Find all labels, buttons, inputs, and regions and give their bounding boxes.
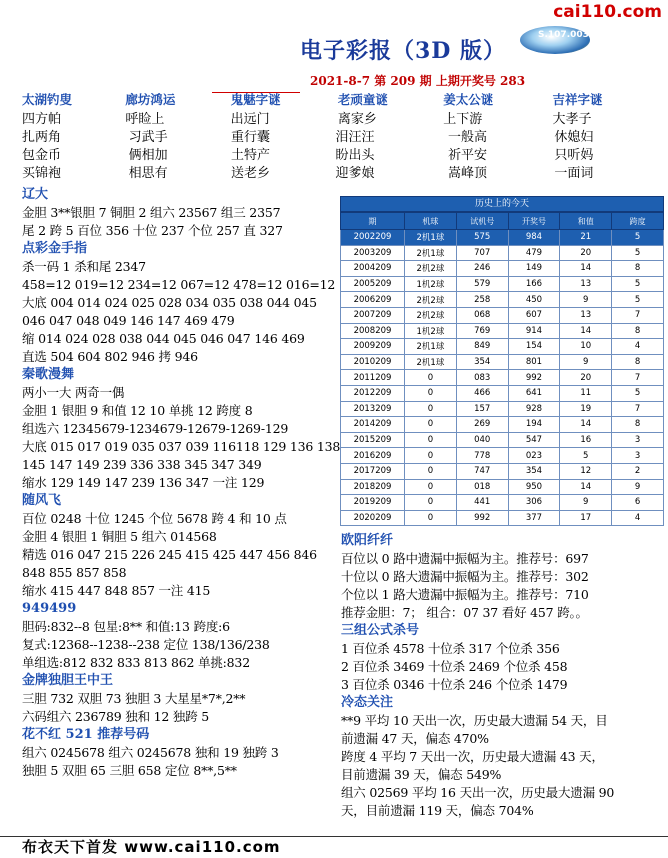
section-line: 046 047 048 049 146 147 469 479 [22, 313, 235, 328]
table-cell: 246 [456, 261, 508, 277]
table-cell: 2016209 [341, 448, 405, 464]
table-cell: 166 [508, 276, 560, 292]
section-line: 组六 02569 平均 16 天出一次，历史最大遗漏 90 [341, 785, 615, 800]
right-column [341, 532, 663, 820]
table-cell: 14 [560, 479, 612, 495]
riddle-cell: 上下游 [443, 112, 483, 127]
riddle-row [22, 162, 622, 180]
section-line: 145 147 149 239 336 338 345 347 349 [22, 457, 262, 472]
riddle-cell: 祈平安 [447, 148, 487, 163]
section-line: 六码组六 236789 独和 12 独跨 5 [22, 709, 210, 724]
ball-label: S.107.003 [538, 30, 589, 40]
riddle-cell: 扎两角 [22, 130, 62, 145]
table-cell: 9 [560, 292, 612, 308]
table-cell: 641 [508, 385, 560, 401]
table-cell: 607 [508, 307, 560, 323]
table-cell: 4 [612, 339, 664, 355]
table-cell: 0 [405, 417, 457, 433]
table-cell: 0 [405, 370, 457, 386]
table-cell: 2006209 [341, 292, 405, 308]
riddle-row [22, 144, 622, 162]
table-cell: 8 [612, 323, 664, 339]
table-cell: 7 [612, 370, 664, 386]
table-cell: 441 [456, 495, 508, 511]
table-cell: 5 [612, 385, 664, 401]
table-cell: 7 [612, 307, 664, 323]
table-cell: 2009209 [341, 339, 405, 355]
table-cell: 2007209 [341, 307, 405, 323]
table-cell: 3 [612, 448, 664, 464]
left-column [22, 186, 340, 780]
table-cell: 450 [508, 292, 560, 308]
section-line: 组选六 12345679-1234679-12679-1269-129 [22, 421, 289, 436]
section-line: 尾 2 跨 5 百位 356 十位 237 个位 257 直 327 [22, 223, 283, 238]
section-line: 缩水 129 149 147 239 136 347 一注 129 [22, 475, 265, 490]
section-line: 两小一大 两奇一偶 [22, 385, 125, 400]
table-cell: 801 [508, 354, 560, 370]
table-cell: 0 [405, 495, 457, 511]
table-row [341, 432, 664, 448]
section-line: 金胆 1 银胆 9 和值 12 10 单挑 12 跨度 8 [22, 403, 253, 418]
table-cell: 5 [612, 230, 664, 246]
column-header: 机球 [405, 213, 457, 230]
table-cell: 14 [560, 261, 612, 277]
section-title: 冷态关注 [341, 695, 394, 710]
section-title: 三组公式杀号 [341, 623, 420, 638]
table-row [341, 479, 664, 495]
table-cell: 928 [508, 401, 560, 417]
table-cell: 2 [612, 463, 664, 479]
table-cell: 579 [456, 276, 508, 292]
table-cell: 0 [405, 432, 457, 448]
table-cell: 258 [456, 292, 508, 308]
riddle-cell: 相思有 [128, 166, 168, 181]
section-line: 独胆 5 双胆 65 三胆 658 定位 8**,5** [22, 763, 237, 778]
table-cell: 2004209 [341, 261, 405, 277]
table-cell: 2003209 [341, 245, 405, 261]
history-body [341, 230, 664, 526]
history-caption: 历史上的今天 [340, 196, 664, 212]
table-row [341, 323, 664, 339]
table-cell: 2019209 [341, 495, 405, 511]
section-title: 金牌独胆王中王 [22, 673, 114, 688]
riddle-header-row [22, 90, 622, 108]
table-cell: 2005209 [341, 276, 405, 292]
table-row [341, 354, 664, 370]
table-cell: 194 [508, 417, 560, 433]
riddle-header: 太湖钓叟 [22, 92, 73, 107]
section-line: 百位以 0 路中遗漏中振幅为主。推荐号：697 [341, 551, 589, 566]
table-cell: 0 [405, 385, 457, 401]
table-cell: 992 [456, 510, 508, 526]
table-cell: 0 [405, 448, 457, 464]
table-cell: 984 [508, 230, 560, 246]
table-cell: 2机2球 [405, 261, 457, 277]
column-header: 试机号 [456, 213, 508, 230]
riddle-row [22, 126, 622, 144]
riddle-cell: 呼睑上 [125, 112, 165, 127]
riddle-cell: 迎爹娘 [335, 166, 375, 181]
table-row [341, 385, 664, 401]
table-cell: 8 [612, 261, 664, 277]
section-line: 缩 014 024 028 038 044 045 046 047 146 469 [22, 331, 305, 346]
column-header: 开奖号 [508, 213, 560, 230]
riddle-header: 吉祥字谜 [552, 92, 603, 107]
section-line: 大底 004 014 024 025 028 034 035 038 044 045 [22, 295, 317, 310]
section-line: 单组选:812 832 833 813 862 单挑:832 [22, 655, 250, 670]
section-line: 金胆 3**银胆 7 铜胆 2 组六 23567 组三 2357 [22, 205, 281, 220]
table-cell: 0 [405, 510, 457, 526]
riddle-cell: 出远门 [230, 112, 270, 127]
riddle-cell: 买锦袍 [22, 166, 62, 181]
table-cell: 575 [456, 230, 508, 246]
table-cell: 0 [405, 401, 457, 417]
table-cell: 023 [508, 448, 560, 464]
table-cell: 2机1球 [405, 354, 457, 370]
table-cell: 269 [456, 417, 508, 433]
section-line: 848 855 857 858 [22, 565, 127, 580]
table-cell: 778 [456, 448, 508, 464]
table-row [341, 510, 664, 526]
table-cell: 7 [612, 401, 664, 417]
section-line: 大底 015 017 019 035 037 039 116118 129 136 138 [22, 439, 341, 454]
table-cell: 2013209 [341, 401, 405, 417]
table-row [341, 463, 664, 479]
riddle-cell: 送老乡 [231, 166, 271, 181]
table-cell: 2015209 [341, 432, 405, 448]
table-cell: 1机2球 [405, 276, 457, 292]
riddle-cell: 重行囊 [231, 130, 271, 145]
table-row [341, 245, 664, 261]
history-grid [340, 212, 664, 526]
table-cell: 306 [508, 495, 560, 511]
table-cell: 154 [508, 339, 560, 355]
issue-info: 2021-8-7 第 209 期 上期开奖号 283 [310, 74, 526, 88]
column-header: 和值 [560, 213, 612, 230]
table-cell: 2020209 [341, 510, 405, 526]
riddle-header: 鬼魅字谜 [230, 92, 281, 107]
table-cell: 083 [456, 370, 508, 386]
section-line: 胆码:832--8 包星:8** 和值:13 跨度:6 [22, 619, 230, 634]
table-cell: 354 [456, 354, 508, 370]
riddle-grid [22, 90, 622, 180]
footer-text: 布衣天下首发 www.cai110.com [22, 838, 281, 856]
riddle-header: 老顽童谜 [337, 92, 388, 107]
riddle-cell: 只听妈 [554, 148, 594, 163]
riddle-cell: 土特产 [231, 148, 271, 163]
section-title: 秦歌漫舞 [22, 367, 75, 382]
section-line: 天，目前遗漏 119 天，偏态 704% [341, 803, 534, 818]
section-title: 949499 [22, 601, 77, 616]
table-cell: 2机2球 [405, 307, 457, 323]
table-cell: 10 [560, 339, 612, 355]
table-cell: 2010209 [341, 354, 405, 370]
section-line: 缩水 415 447 848 857 一注 415 [22, 583, 211, 598]
table-cell: 2机1球 [405, 230, 457, 246]
table-row [341, 448, 664, 464]
table-row [341, 307, 664, 323]
table-cell: 9 [560, 354, 612, 370]
table-cell: 547 [508, 432, 560, 448]
table-cell: 354 [508, 463, 560, 479]
table-cell: 747 [456, 463, 508, 479]
table-cell: 11 [560, 385, 612, 401]
table-cell: 8 [612, 354, 664, 370]
riddle-header: 廊坊鸿运 [125, 92, 176, 107]
riddle-cell: 休媳妇 [554, 130, 594, 145]
history-table [340, 196, 664, 526]
section-title: 欧阳纤纤 [341, 533, 394, 548]
table-cell: 068 [456, 307, 508, 323]
table-cell: 018 [456, 479, 508, 495]
riddle-cell: 泪汪汪 [335, 130, 375, 145]
table-cell: 950 [508, 479, 560, 495]
table-cell: 20 [560, 245, 612, 261]
table-cell: 20 [560, 370, 612, 386]
table-row [341, 370, 664, 386]
riddle-cell: 大孝子 [552, 112, 592, 127]
table-cell: 1机2球 [405, 323, 457, 339]
section-line: 组六 0245678 组六 0245678 独和 19 独跨 3 [22, 745, 279, 760]
table-cell: 040 [456, 432, 508, 448]
table-cell: 0 [405, 463, 457, 479]
table-row [341, 230, 664, 246]
section-line: 跨度 4 平均 7 天出一次，历史最大遗漏 43 天， [341, 749, 604, 764]
table-cell: 19 [560, 401, 612, 417]
section-title: 辽大 [22, 187, 49, 202]
riddle-cell: 盼出头 [335, 148, 375, 163]
page-title: 电子彩报（3D 版） [300, 38, 507, 64]
section-line: 复式:12368--1238--238 定位 138/136/238 [22, 637, 270, 652]
riddle-cell: 四方帕 [22, 112, 62, 127]
table-cell: 0 [405, 479, 457, 495]
table-cell: 2018209 [341, 479, 405, 495]
table-cell: 5 [612, 292, 664, 308]
table-cell: 914 [508, 323, 560, 339]
column-header: 期 [341, 213, 405, 230]
riddle-header: 姜太公谜 [443, 92, 494, 107]
table-row [341, 276, 664, 292]
table-cell: 12 [560, 463, 612, 479]
table-cell: 2机1球 [405, 245, 457, 261]
table-row [341, 339, 664, 355]
table-cell: 769 [456, 323, 508, 339]
table-cell: 849 [456, 339, 508, 355]
riddle-row [22, 108, 622, 126]
table-cell: 14 [560, 417, 612, 433]
section-line: 前遗漏 47 天，偏态 470% [341, 731, 489, 746]
table-cell: 6 [612, 495, 664, 511]
section-line: **9 平均 10 天出一次，历史最大遗漏 54 天，目 [341, 713, 608, 728]
table-cell: 2011209 [341, 370, 405, 386]
table-cell: 149 [508, 261, 560, 277]
table-cell: 479 [508, 245, 560, 261]
section-line: 目前遗漏 39 天，偏态 549% [341, 767, 502, 782]
table-cell: 16 [560, 432, 612, 448]
table-cell: 13 [560, 276, 612, 292]
table-cell: 2002209 [341, 230, 405, 246]
table-row [341, 292, 664, 308]
table-cell: 2机1球 [405, 339, 457, 355]
table-row [341, 417, 664, 433]
section-line: 1 百位杀 4578 十位杀 317 个位杀 356 [341, 641, 560, 656]
section-line: 直选 504 604 802 946 拷 946 [22, 349, 198, 364]
table-row [341, 495, 664, 511]
riddle-cell: 包金币 [22, 148, 62, 163]
riddle-cell: 一面词 [554, 166, 594, 181]
section-line: 百位 0248 十位 1245 个位 5678 跨 4 和 10 点 [22, 511, 287, 526]
table-cell: 2012209 [341, 385, 405, 401]
table-cell: 13 [560, 307, 612, 323]
riddle-cell: 一般高 [447, 130, 487, 145]
history-header-row [341, 213, 664, 230]
table-cell: 707 [456, 245, 508, 261]
section-title: 随风飞 [22, 493, 62, 508]
riddle-cell: 嵩峰顶 [447, 166, 487, 181]
table-cell: 2机2球 [405, 292, 457, 308]
table-cell: 17 [560, 510, 612, 526]
section-line: 个位以 1 路大遗漏中振幅为主。推荐号：710 [341, 587, 589, 602]
section-title: 花不红 521 推荐号码 [22, 727, 150, 742]
table-cell: 2008209 [341, 323, 405, 339]
section-line: 十位以 0 路大遗漏中振幅为主。推荐号：302 [341, 569, 589, 584]
section-line: 精选 016 047 215 226 245 415 425 447 456 846 [22, 547, 317, 562]
section-line: 458=12 019=12 234=12 067=12 478=12 016=12 [22, 277, 336, 292]
riddle-cell: 离家乡 [337, 112, 377, 127]
section-line: 杀一码 1 杀和尾 2347 [22, 259, 146, 274]
table-row [341, 401, 664, 417]
riddle-cell: 习武手 [128, 130, 168, 145]
table-cell: 157 [456, 401, 508, 417]
table-cell: 992 [508, 370, 560, 386]
column-header: 跨度 [612, 213, 664, 230]
section-line: 3 百位杀 0346 十位杀 246 个位杀 1479 [341, 677, 568, 692]
site-logo: cai110.com [553, 2, 662, 22]
table-cell: 2017209 [341, 463, 405, 479]
table-cell: 14 [560, 323, 612, 339]
section-line: 三胆 732 双胆 73 独胆 3 大星星*7*,2** [22, 691, 246, 706]
table-cell: 5 [612, 245, 664, 261]
section-line: 推荐金胆：7； 组合：07 37 看好 457 跨。。 [341, 605, 588, 620]
table-cell: 377 [508, 510, 560, 526]
table-cell: 2014209 [341, 417, 405, 433]
table-row [341, 261, 664, 277]
section-line: 金胆 4 银胆 1 铜胆 5 组六 014568 [22, 529, 217, 544]
table-cell: 3 [612, 432, 664, 448]
table-cell: 5 [612, 276, 664, 292]
table-cell: 9 [560, 495, 612, 511]
table-cell: 8 [612, 417, 664, 433]
section-title: 点彩金手指 [22, 241, 88, 256]
section-line: 2 百位杀 3469 十位杀 2469 个位杀 458 [341, 659, 568, 674]
table-cell: 5 [560, 448, 612, 464]
table-cell: 466 [456, 385, 508, 401]
table-cell: 21 [560, 230, 612, 246]
riddle-cell: 俩相加 [128, 148, 168, 163]
table-cell: 9 [612, 479, 664, 495]
table-cell: 4 [612, 510, 664, 526]
